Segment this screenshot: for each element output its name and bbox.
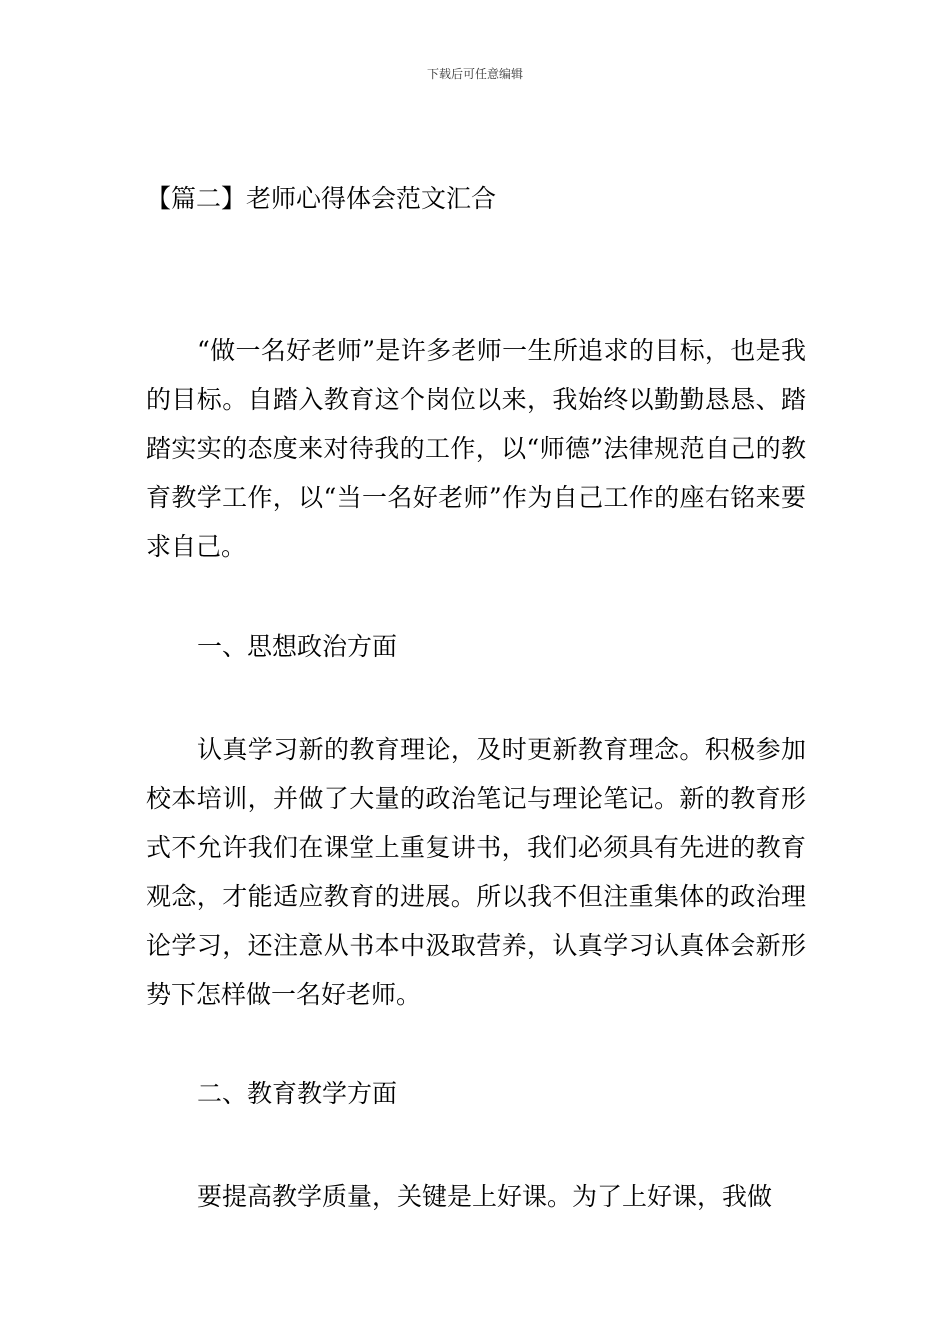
section-heading-teaching: 二、教育教学方面 <box>197 1079 398 1108</box>
document-title: 【篇二】老师心得体会范文汇合 <box>146 184 497 213</box>
intro-paragraph: “做一名好老师”是许多老师一生所追求的目标，也是我的目标。自踏入教育这个岗位以来，我始终以勤勤恳恳、踏踏实实的态度来对待我的工作，以“师德”法律规范自己的教育教学工作，以“当一名好老师”作为自己工作的座右铭来要求自己。 <box>146 336 806 561</box>
page-header-note: 下载后可任意编辑 <box>426 67 523 81</box>
political-paragraph: 认真学习新的教育理论，及时更新教育理念。积极参加校本培训，并做了大量的政治笔记与理论笔记。新的教育形式不允许我们在课堂上重复讲书，我们必须具有先进的教育观念，才能适应教育的进展。所以我不但注重集体的政治理论学习，还注意从书本中汲取营养，认真学习认真体会新形势下怎样做一名好老师。 <box>146 735 806 1009</box>
teaching-paragraph: 要提高教学质量，关键是上好课。为了上好课，我做 <box>197 1182 773 1211</box>
section-heading-political: 一、思想政治方面 <box>197 632 398 661</box>
